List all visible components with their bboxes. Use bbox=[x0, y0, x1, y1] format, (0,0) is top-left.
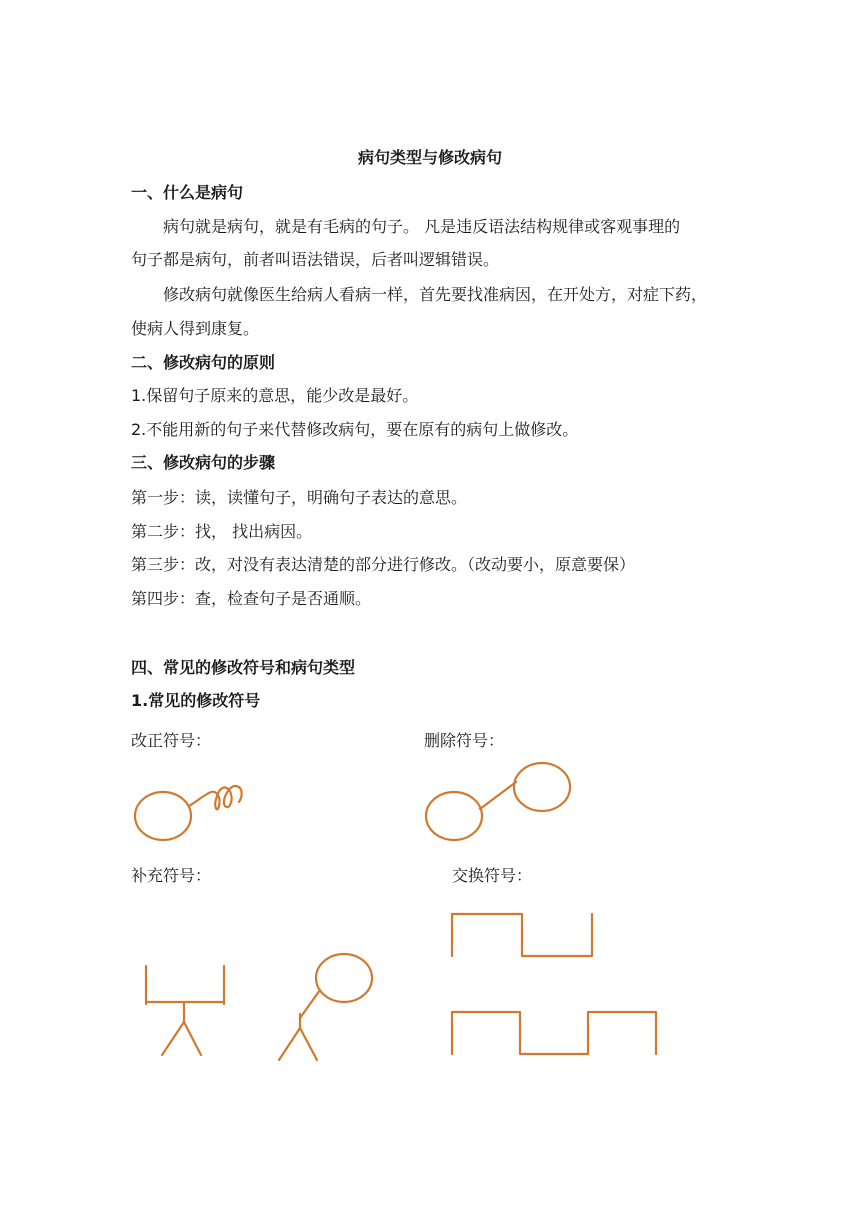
step-4: 第四步：查，检查句子是否通顺。 bbox=[131, 589, 372, 608]
step-1: 第一步：读，读懂句子，明确句子表达的意思。 bbox=[131, 488, 468, 507]
correct-symbol-label: 改正符号： bbox=[131, 731, 212, 750]
principle-item-1: 1.保留句子原来的意思，能少改是最好。 bbox=[131, 386, 419, 405]
paragraph-2-line-2: 使病人得到康复。 bbox=[131, 319, 260, 338]
correction-mark-icon bbox=[125, 772, 255, 852]
paragraph-1-line-1: 病句就是病句，就是有毛病的句子。 凡是违反语法结构规律或客观事理的 bbox=[163, 217, 681, 236]
paragraph-2-line-1: 修改病句就像医生给病人看病一样，首先要找准病因，在开处方，对症下药， bbox=[163, 285, 708, 304]
section-4-heading: 四、常见的修改符号和病句类型 bbox=[131, 658, 356, 677]
principle-item-2: 2.不能用新的句子来代替修改病句，要在原有的病句上做修改。 bbox=[131, 420, 579, 439]
swap-symbol-label: 交换符号： bbox=[452, 866, 533, 885]
deletion-mark-icon bbox=[420, 756, 580, 848]
swap-multi-mark-icon bbox=[446, 1006, 662, 1060]
section-1-heading: 一、什么是病句 bbox=[131, 183, 244, 202]
paragraph-1-line-2: 句子都是病句，前者叫语法错误，后者叫逻辑错误。 bbox=[131, 250, 500, 269]
document-title: 病句类型与修改病句 bbox=[357, 148, 502, 167]
section-3-heading: 三、修改病句的步骤 bbox=[131, 453, 276, 472]
section-4-subheading: 1.常见的修改符号 bbox=[131, 691, 261, 710]
section-2-heading: 二、修改病句的原则 bbox=[131, 353, 276, 372]
insert-symbol-label: 补充符号： bbox=[131, 866, 212, 885]
insertion-with-circle-icon bbox=[272, 950, 380, 1066]
insertion-mark-icon bbox=[138, 960, 234, 1062]
swap-mark-icon bbox=[446, 908, 598, 964]
step-3: 第三步：改，对没有表达清楚的部分进行修改。（改动要小，原意要保） bbox=[131, 555, 636, 574]
delete-symbol-label: 删除符号： bbox=[424, 731, 505, 750]
step-2: 第二步：找， 找出病因。 bbox=[131, 522, 313, 541]
